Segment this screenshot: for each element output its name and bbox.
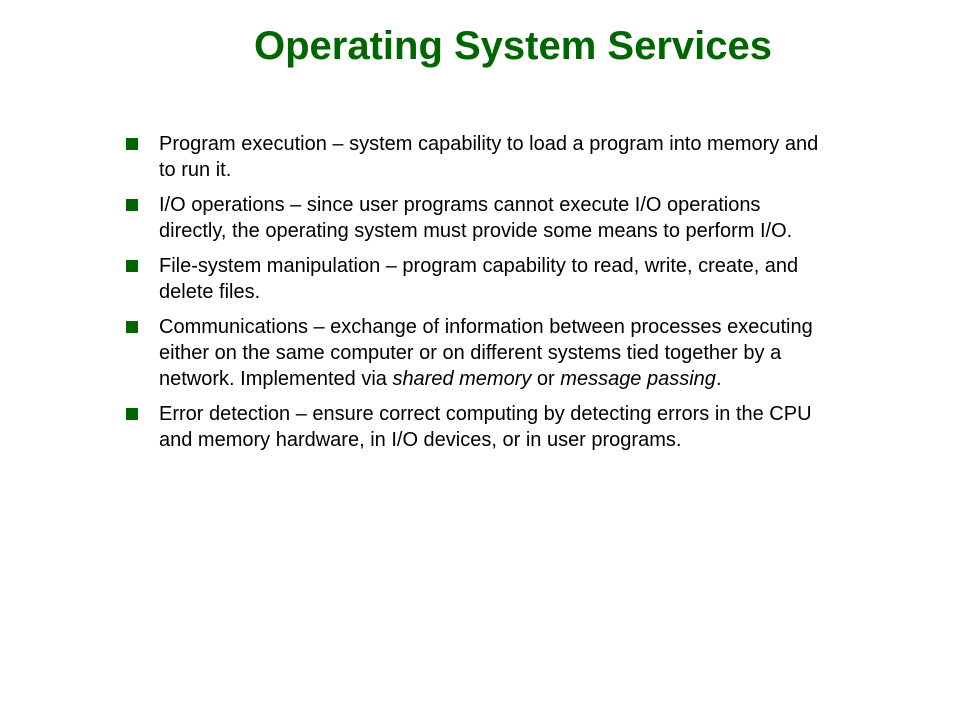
bullet-text: [159, 316, 813, 390]
bullet-text-segment: Program execution – system capability to load a program into memory and to run it.: [159, 133, 819, 181]
bullet-item: [126, 192, 826, 244]
square-bullet-icon: [126, 138, 138, 150]
square-bullet-icon: [126, 321, 138, 333]
bullet-text-segment: File-system manipulation – program capability to read, write, create, and delete files.: [159, 255, 799, 303]
square-bullet-icon: [126, 199, 138, 211]
bullet-text-segment: I/O operations – since user programs cannot execute I/O operations directly, the operating system must provide some means to perform I/O.: [159, 194, 793, 242]
bullet-text: [159, 194, 792, 242]
bullet-text-segment: or: [531, 368, 561, 390]
bullet-text-segment: .: [715, 368, 722, 390]
bullet-text-segment: Error detection – ensure correct computing by detecting errors in the CPU and memory hardware, in I/O devices, or in user programs.: [159, 403, 812, 451]
bullet-item: [126, 131, 826, 183]
bullet-text-segment: Communications – exchange of information between processes executing either on the same computer or on different systems tied together by a network. Implemented via: [159, 316, 813, 390]
bullet-text-italic: shared memory: [392, 368, 532, 390]
bullet-text: [159, 255, 798, 303]
bullet-text: [159, 403, 812, 451]
bullet-text: [159, 133, 818, 181]
bullet-list: [126, 131, 826, 462]
bullet-item: [126, 314, 826, 392]
bullet-item: [126, 401, 826, 453]
square-bullet-icon: [126, 408, 138, 420]
bullet-text-italic: message passing: [560, 368, 716, 390]
bullet-item: [126, 253, 826, 305]
slide-title: Operating System Services: [253, 24, 773, 68]
square-bullet-icon: [126, 260, 138, 272]
